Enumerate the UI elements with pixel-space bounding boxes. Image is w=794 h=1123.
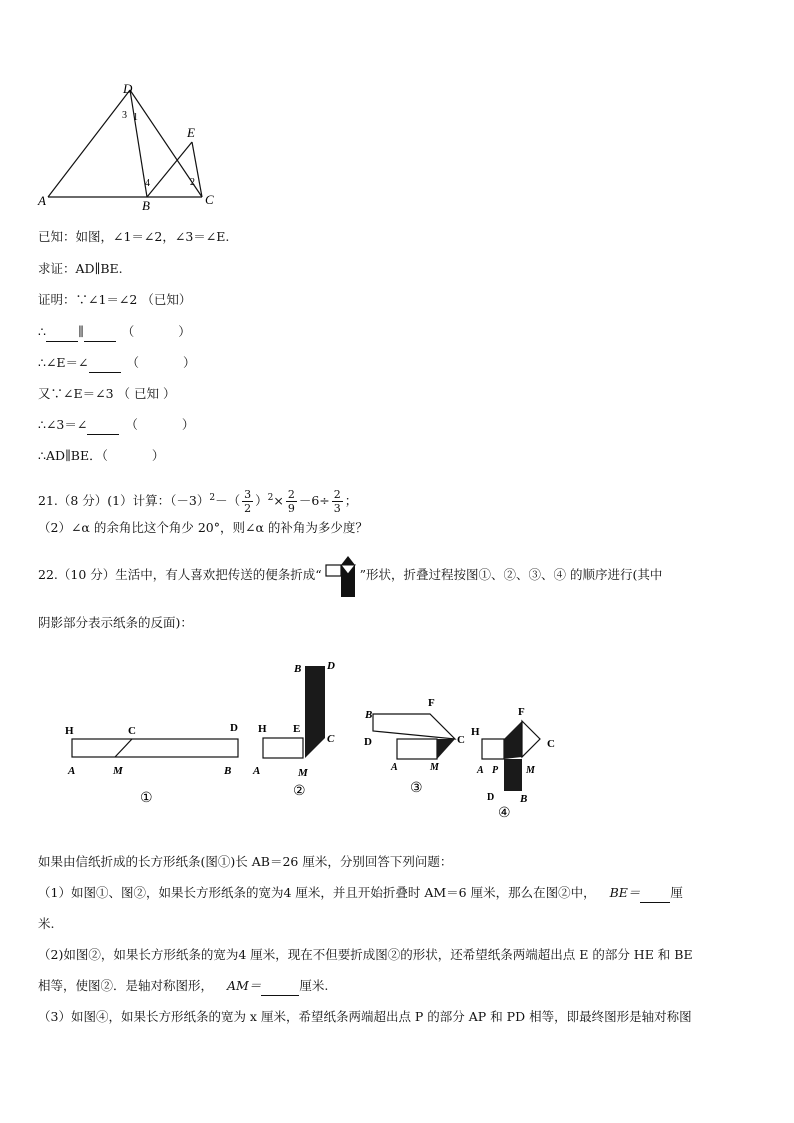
fig-3 bbox=[364, 697, 465, 796]
fig2-H: H bbox=[258, 723, 267, 735]
fig2-C: C bbox=[327, 733, 335, 745]
fig1-M: M bbox=[113, 765, 123, 777]
proof-step-5 bbox=[38, 416, 194, 435]
reason-open: （ bbox=[126, 355, 140, 370]
fig1-H: H bbox=[65, 725, 74, 737]
answer-blank[interactable] bbox=[84, 323, 116, 342]
label-D: D bbox=[123, 81, 133, 96]
angle-3-label: 3 bbox=[122, 110, 127, 121]
fig2-E: E bbox=[293, 723, 301, 735]
fig3-D: D bbox=[364, 736, 372, 748]
q21-text: －6÷ bbox=[298, 493, 330, 509]
reason-blank[interactable] bbox=[134, 323, 178, 341]
answer-blank[interactable] bbox=[89, 354, 121, 373]
step-text: ∴∠3＝∠ bbox=[38, 417, 88, 432]
q22-text: （1）如图①、图②，如果长方形纸条的宽为4 厘米，并且开始折叠时 AM＝6 厘米，那么在图②中， bbox=[38, 885, 596, 900]
reason-blank[interactable] bbox=[108, 447, 152, 465]
fraction-2-9: $\frac{2}{9}$ bbox=[287, 488, 295, 516]
q22-condition: 如果由信纸折成的长方形纸条(图①)长 AB＝26 厘米，分别回答下列问题： bbox=[38, 854, 453, 869]
q21-text: ） bbox=[255, 493, 268, 509]
fig4-A: A bbox=[477, 765, 484, 776]
proof-step-3 bbox=[38, 354, 196, 373]
fig4-C: C bbox=[547, 738, 555, 750]
fig4-M: M bbox=[526, 765, 535, 776]
reason-close: ） bbox=[178, 324, 191, 339]
fig4-F: F bbox=[518, 706, 525, 718]
therefore-symbol: ∴ bbox=[38, 324, 46, 339]
fig1-A: A bbox=[68, 765, 76, 777]
fig4-P: P bbox=[492, 765, 499, 776]
fig-2 bbox=[252, 660, 335, 799]
proof-step-4: 又∵∠E＝∠3 （ 已知 ） bbox=[38, 386, 176, 401]
fig1-B: B bbox=[224, 765, 232, 777]
fig4-B: B bbox=[520, 793, 528, 805]
reason-close: ） bbox=[181, 417, 195, 432]
q22-text: 厘 bbox=[670, 885, 683, 900]
proof-step-1: 证明：∵∠1＝∠2 （已知） bbox=[38, 292, 192, 307]
fig-1 bbox=[65, 722, 238, 806]
times-symbol: × bbox=[273, 493, 284, 509]
q22-sub1 bbox=[38, 884, 683, 903]
fig-4 bbox=[471, 706, 555, 821]
proof-prove: 求证：AD∥BE. bbox=[38, 261, 123, 276]
answer-blank[interactable] bbox=[46, 323, 78, 342]
fig2-number: ② bbox=[293, 784, 306, 799]
q22-text: ”形状，折叠过程按图①、②、③、④ 的顺序进行(其中 bbox=[359, 567, 663, 582]
q22-text: BE＝ bbox=[609, 885, 641, 900]
answer-blank[interactable] bbox=[261, 977, 299, 996]
fig2-B: B bbox=[294, 663, 302, 675]
fraction-2-3: $\frac{2}{3}$ bbox=[333, 488, 341, 516]
fig4-number: ④ bbox=[498, 806, 511, 821]
fig3-number: ③ bbox=[410, 781, 423, 796]
fig4-D: D bbox=[487, 792, 495, 803]
label-C: C bbox=[205, 192, 214, 207]
fig2-A: A bbox=[253, 765, 261, 777]
angle-1-label: 1 bbox=[133, 112, 138, 123]
fig3-A: A bbox=[391, 762, 398, 773]
parallel-symbol: ∥ bbox=[77, 324, 84, 339]
reason-blank[interactable] bbox=[139, 354, 183, 372]
fig3-B: B bbox=[365, 709, 373, 721]
q21-text: 21.（8 分）(1）计算：（－3） bbox=[38, 493, 210, 509]
fig2-D: D bbox=[327, 660, 335, 672]
q21-part2: （2）∠α 的余角比这个角少 20°，则∠α 的补角为多少度？ bbox=[38, 520, 368, 535]
q21-part1 bbox=[38, 480, 357, 519]
angle-2-label: 2 bbox=[190, 177, 195, 188]
q22-text: 相等，使图②．是轴对称图形， bbox=[38, 978, 214, 993]
q22-sub1-cont: 米. bbox=[38, 916, 55, 931]
fig4-H: H bbox=[471, 726, 480, 738]
reason-blank[interactable] bbox=[138, 416, 182, 434]
folded-note-icon bbox=[324, 553, 358, 599]
triangle-figure bbox=[30, 80, 230, 215]
reason-close: ） bbox=[183, 355, 196, 370]
fig1-C: C bbox=[128, 725, 136, 737]
proof-step-2 bbox=[38, 323, 191, 342]
fig3-F: F bbox=[428, 697, 435, 709]
q22-text: 厘米. bbox=[299, 978, 329, 993]
fig3-M: M bbox=[430, 762, 439, 773]
proof-given: 已知：如图，∠1＝∠2，∠3＝∠E. bbox=[38, 229, 230, 244]
step-text: ∴AD∥BE．（ bbox=[38, 448, 108, 463]
exponent: 2 bbox=[209, 493, 216, 503]
reason-open: （ bbox=[121, 324, 135, 339]
folding-figures bbox=[60, 650, 580, 825]
q22-intro bbox=[38, 566, 662, 585]
fig3-C: C bbox=[457, 734, 465, 746]
q22-sub2: （2)如图②，如果长方形纸条的宽为4 厘米，现在不但要折成图②的形状，还希望纸条两端超出点 E 的部分 HE 和 BE bbox=[38, 947, 693, 962]
proof-step-6 bbox=[38, 447, 164, 465]
step-text: ∴∠E＝∠ bbox=[38, 355, 89, 370]
reason-open: （ bbox=[125, 417, 138, 432]
angle-4-label: 4 bbox=[145, 178, 150, 189]
q21-text: －（ bbox=[215, 493, 241, 509]
exponent: 2 bbox=[267, 493, 274, 503]
q22-sub2-cont bbox=[38, 977, 328, 996]
q22-text: AM＝ bbox=[227, 978, 262, 993]
label-B: B bbox=[142, 198, 150, 213]
fraction-3-2: $\frac{3}{2}$ bbox=[244, 488, 252, 516]
fig1-number: ① bbox=[140, 791, 153, 806]
q21-text: ； bbox=[344, 493, 358, 509]
answer-blank[interactable] bbox=[640, 884, 670, 903]
q22-intro-cont: 阴影部分表示纸条的反面)： bbox=[38, 615, 193, 630]
answer-blank[interactable] bbox=[87, 416, 119, 435]
fig1-D: D bbox=[230, 722, 238, 734]
label-A: A bbox=[38, 193, 46, 208]
q22-sub3: （3）如图④，如果长方形纸条的宽为 x 厘米，希望纸条两端超出点 P 的部分 AP 和 PD 相等，即最终图形是轴对称图 bbox=[38, 1009, 692, 1024]
reason-close: ） bbox=[151, 448, 165, 463]
q22-text: 22.（10 分）生活中，有人喜欢把传送的便条折成“ bbox=[38, 567, 322, 582]
fig2-M: M bbox=[298, 767, 308, 779]
label-E: E bbox=[187, 125, 195, 140]
